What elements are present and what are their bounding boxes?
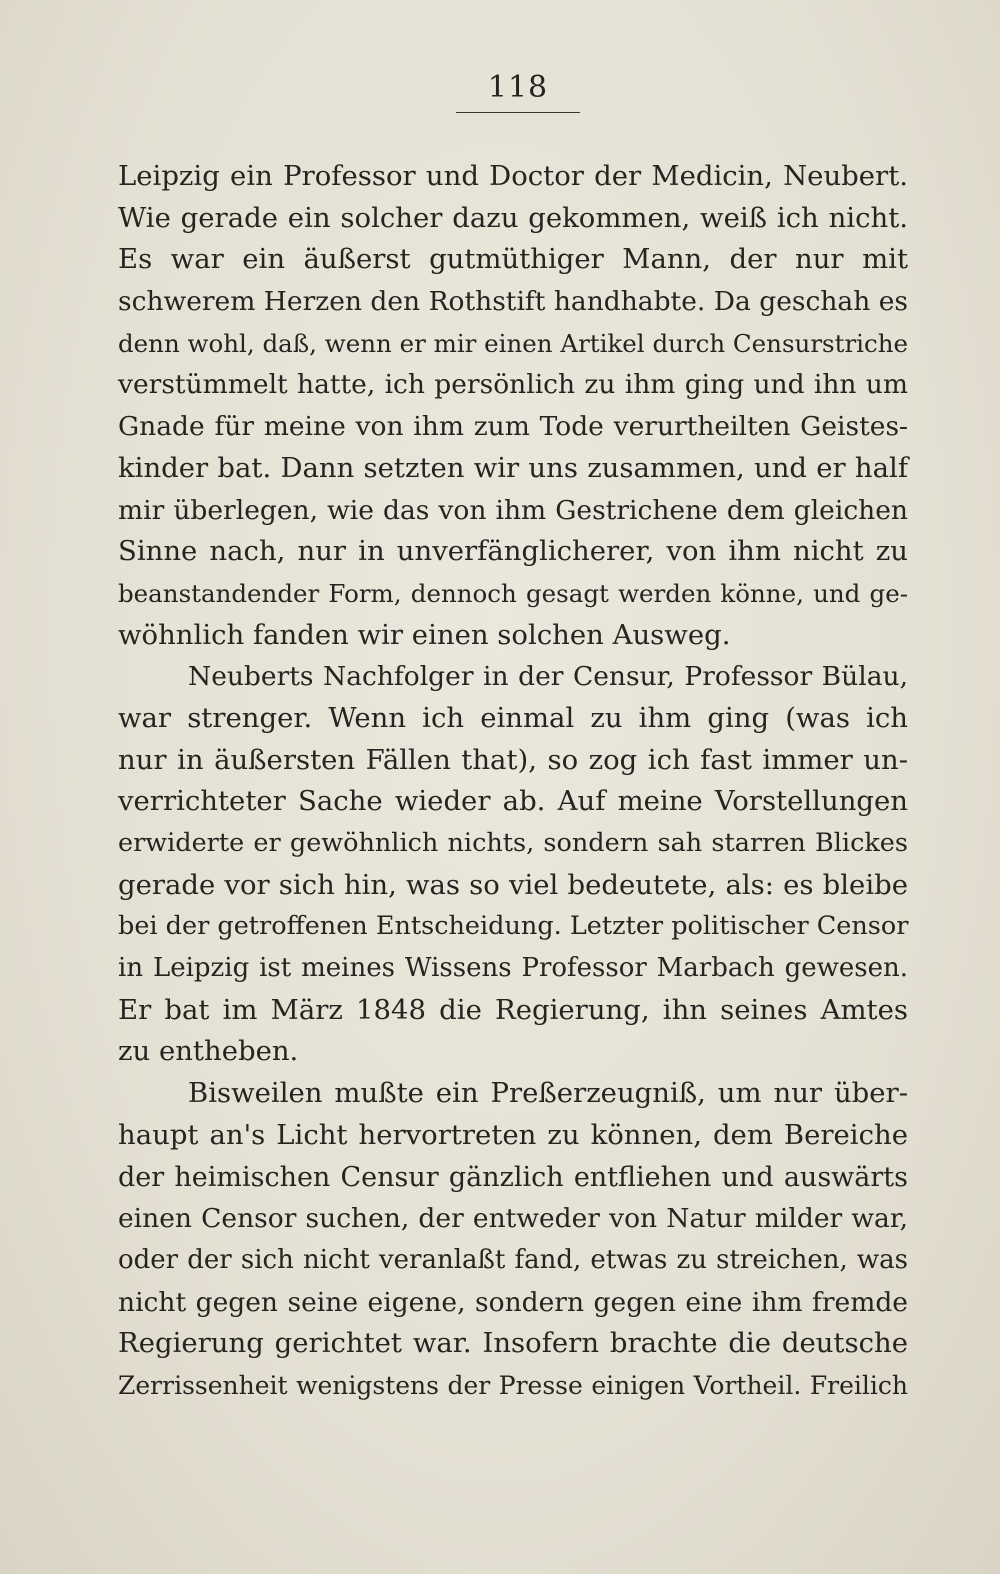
text-line: oder der sich nicht veranlaßt fand, etwas zu streichen, was [118,1244,908,1275]
text-line: verrichteter Sache wieder ab. Auf meine Vorstellungen [118,785,908,818]
text-line: erwiderte er gewöhnlich nichts, sondern sah starren Blickes [118,828,908,858]
text-line: kinder bat. Dann setzten wir uns zusammen, und er half [118,451,908,484]
text-line: Gnade für meine von ihm zum Tode verurtheilten Geistes- [118,411,908,443]
text-line: in Leipzig ist meines Wissens Professor Marbach gewesen. [118,953,908,984]
text-line: bei der getroffenen Entscheidung. Letzter politischer Censor [118,911,909,942]
text-line: war strenger. Wenn ich einmal zu ihm ging (was ich [118,701,908,734]
page-number-rule [456,112,580,113]
text-line: beanstandender Form, dennoch gesagt werden könne, und ge- [118,578,908,608]
text-line: mir überlegen, wie das von ihm Gestrichene dem gleichen [118,494,908,526]
text-line: einen Censor suchen, der entweder von Natur milder war, [118,1203,908,1235]
text-line: verstümmelt hatte, ich persönlich zu ihm ging und ihn um [118,369,908,401]
text-line: Leipzig ein Professor und Doctor der Medicin, Neubert. [118,160,908,192]
page-number: 118 [487,70,549,105]
text-line: Es war ein äußerst gutmüthiger Mann, der nur mit [118,243,908,276]
body-text [118,156,908,1407]
text-line: haupt an's Licht hervortreten zu können, dem Bereiche [118,1118,908,1151]
text-line: nicht gegen seine eigene, sondern gegen eine ihm fremde [118,1286,908,1318]
text-line: wöhnlich fanden wir einen solchen Ausweg. [118,618,731,651]
text-line: gerade vor sich hin, was so viel bedeutete, als: es bleibe [118,868,908,901]
text-line: schwerem Herzen den Rothstift handhabte. Da geschah es [118,286,908,318]
text-line: der heimischen Censur gänzlich entfliehen und auswärts [118,1161,908,1193]
text-line: Neuberts Nachfolger in der Censur, Professor Bülau, [188,661,908,693]
text-line: denn wohl, daß, wenn er mir einen Artikel durch Censurstriche [118,328,908,358]
text-line: Er bat im März 1848 die Regierung, ihn seines Amtes [118,993,908,1026]
text-line: Sinne nach, nur in unverfänglicherer, von ihm nicht zu [118,535,908,568]
text-line: Zerrissenheit wenigstens der Presse einigen Vortheil. Freilich [118,1370,908,1400]
text-line: Bisweilen mußte ein Preßerzeugniß, um nur über- [188,1077,908,1110]
text-line: Wie gerade ein solcher dazu gekommen, weiß ich nicht. [118,201,908,234]
text-line: zu entheben. [118,1035,299,1068]
text-line: Regierung gerichtet war. Insofern brachte die deutsche [118,1327,908,1360]
text-line: nur in äußersten Fällen that), so zog ich fast immer un- [118,743,908,776]
